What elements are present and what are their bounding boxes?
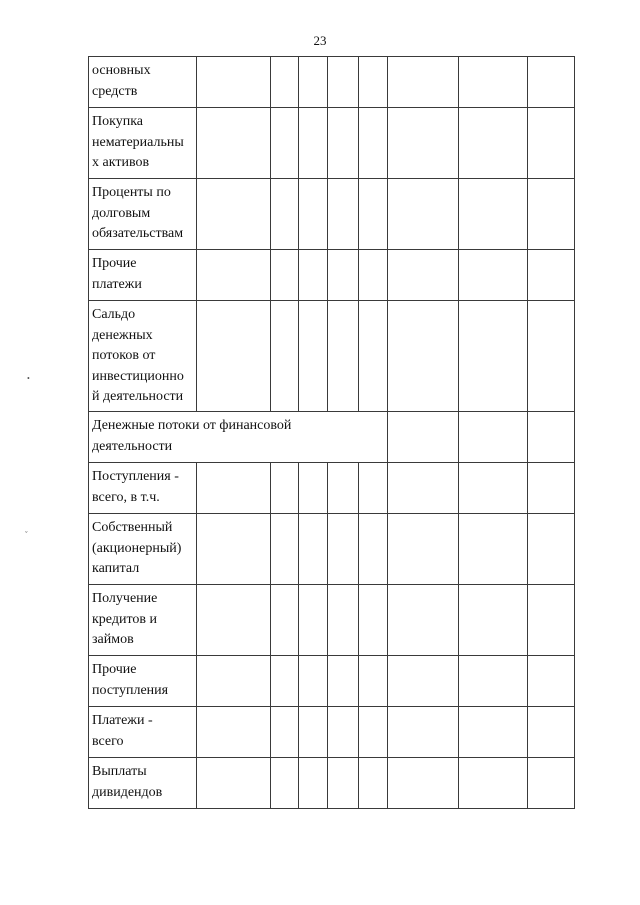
empty-cell — [299, 758, 328, 809]
empty-cell — [459, 514, 528, 585]
empty-cell — [388, 656, 459, 707]
empty-cell — [328, 758, 359, 809]
empty-cell — [271, 463, 299, 514]
section-label: Денежные потоки от финансовой деятельности — [89, 412, 388, 463]
empty-cell — [459, 707, 528, 758]
empty-cell — [328, 301, 359, 412]
row-label: Сальдо денежных потоков от инвестиционно й деятельности — [89, 301, 197, 412]
empty-cell — [299, 108, 328, 179]
empty-cell — [271, 301, 299, 412]
empty-cell — [299, 656, 328, 707]
empty-cell — [459, 758, 528, 809]
empty-cell — [299, 514, 328, 585]
empty-cell — [388, 585, 459, 656]
scan-speck: • — [27, 374, 30, 383]
table-row — [89, 463, 575, 514]
empty-cell — [359, 57, 388, 108]
empty-cell — [459, 463, 528, 514]
empty-cell — [328, 463, 359, 514]
empty-cell — [299, 585, 328, 656]
table-row — [89, 179, 575, 250]
empty-cell — [271, 707, 299, 758]
table-row — [89, 301, 575, 412]
empty-cell — [197, 707, 271, 758]
empty-cell — [459, 179, 528, 250]
page-number: 23 — [313, 33, 327, 48]
empty-cell — [271, 179, 299, 250]
empty-cell — [528, 412, 575, 463]
empty-cell — [359, 250, 388, 301]
empty-cell — [459, 108, 528, 179]
empty-cell — [388, 57, 459, 108]
empty-cell — [388, 250, 459, 301]
row-label: Покупка нематериальны х активов — [89, 108, 197, 179]
empty-cell — [359, 108, 388, 179]
empty-cell — [388, 108, 459, 179]
empty-cell — [197, 514, 271, 585]
row-label: Поступления - всего, в т.ч. — [89, 463, 197, 514]
row-label: Прочие поступления — [89, 656, 197, 707]
row-label: основных средств — [89, 57, 197, 108]
table-row — [89, 57, 575, 108]
empty-cell — [388, 179, 459, 250]
empty-cell — [359, 585, 388, 656]
empty-cell — [459, 656, 528, 707]
empty-cell — [528, 585, 575, 656]
scan-speck: ˇ — [25, 530, 28, 539]
empty-cell — [528, 707, 575, 758]
empty-cell — [271, 250, 299, 301]
empty-cell — [359, 179, 388, 250]
empty-cell — [528, 463, 575, 514]
empty-cell — [528, 758, 575, 809]
table-row — [89, 707, 575, 758]
empty-cell — [197, 179, 271, 250]
empty-cell — [271, 585, 299, 656]
table-row — [89, 585, 575, 656]
table-row — [89, 656, 575, 707]
row-label: Собственный (акционерный) капитал — [89, 514, 197, 585]
empty-cell — [328, 57, 359, 108]
table-row — [89, 514, 575, 585]
empty-cell — [328, 250, 359, 301]
empty-cell — [271, 758, 299, 809]
empty-cell — [299, 250, 328, 301]
empty-cell — [359, 301, 388, 412]
empty-cell — [528, 514, 575, 585]
empty-cell — [528, 108, 575, 179]
empty-cell — [197, 585, 271, 656]
empty-cell — [459, 301, 528, 412]
row-label: Выплаты дивидендов — [89, 758, 197, 809]
empty-cell — [359, 707, 388, 758]
empty-cell — [388, 301, 459, 412]
empty-cell — [299, 707, 328, 758]
empty-cell — [388, 412, 459, 463]
empty-cell — [197, 656, 271, 707]
empty-cell — [459, 585, 528, 656]
empty-cell — [271, 656, 299, 707]
cash-flow-table — [88, 56, 575, 809]
row-label: Получение кредитов и займов — [89, 585, 197, 656]
empty-cell — [328, 585, 359, 656]
table-row — [89, 250, 575, 301]
empty-cell — [359, 463, 388, 514]
empty-cell — [328, 108, 359, 179]
empty-cell — [197, 108, 271, 179]
row-label: Платежи - всего — [89, 707, 197, 758]
empty-cell — [388, 514, 459, 585]
empty-cell — [528, 179, 575, 250]
empty-cell — [459, 412, 528, 463]
empty-cell — [388, 463, 459, 514]
row-label: Проценты по долговым обязательствам — [89, 179, 197, 250]
empty-cell — [197, 463, 271, 514]
empty-cell — [459, 250, 528, 301]
empty-cell — [459, 57, 528, 108]
empty-cell — [328, 179, 359, 250]
table-section-row — [89, 412, 575, 463]
empty-cell — [197, 758, 271, 809]
empty-cell — [271, 108, 299, 179]
empty-cell — [388, 758, 459, 809]
table-row — [89, 758, 575, 809]
empty-cell — [388, 707, 459, 758]
empty-cell — [359, 514, 388, 585]
empty-cell — [197, 57, 271, 108]
empty-cell — [359, 656, 388, 707]
empty-cell — [528, 301, 575, 412]
empty-cell — [359, 758, 388, 809]
empty-cell — [197, 301, 271, 412]
empty-cell — [299, 179, 328, 250]
empty-cell — [528, 57, 575, 108]
empty-cell — [528, 250, 575, 301]
empty-cell — [197, 250, 271, 301]
empty-cell — [328, 656, 359, 707]
empty-cell — [271, 57, 299, 108]
empty-cell — [328, 707, 359, 758]
empty-cell — [299, 463, 328, 514]
empty-cell — [528, 656, 575, 707]
empty-cell — [299, 301, 328, 412]
empty-cell — [271, 514, 299, 585]
table-row — [89, 108, 575, 179]
empty-cell — [299, 57, 328, 108]
empty-cell — [328, 514, 359, 585]
row-label: Прочие платежи — [89, 250, 197, 301]
